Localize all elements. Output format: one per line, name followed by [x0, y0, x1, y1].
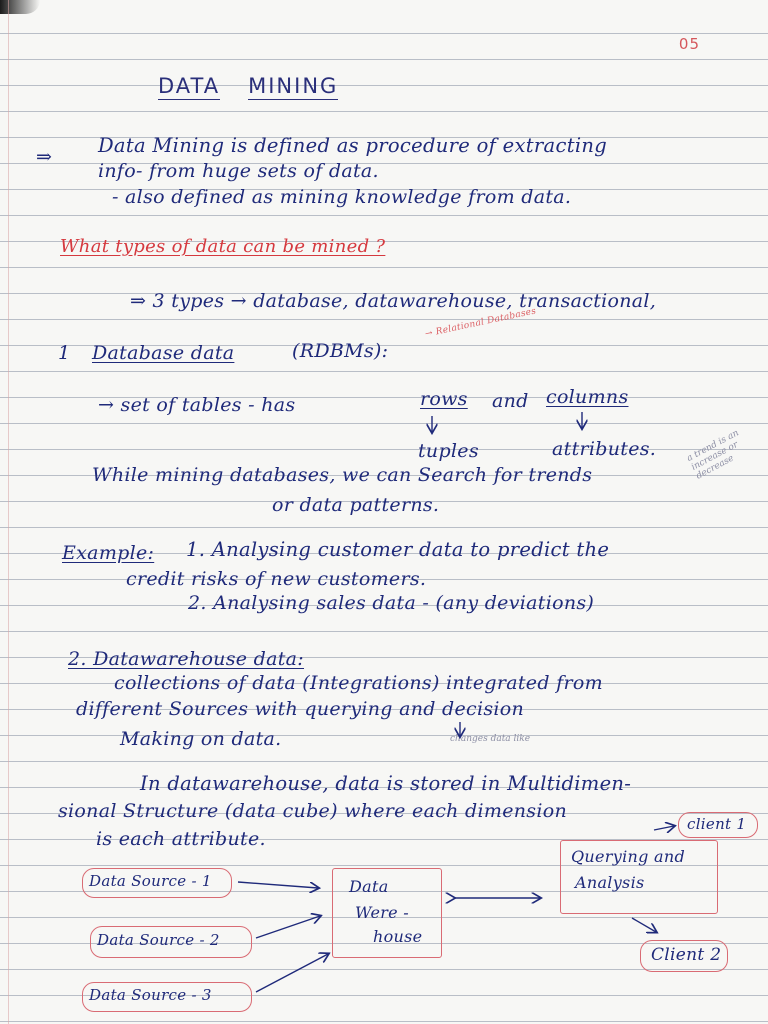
section1-line1-prefix: → set of tables - has [98, 394, 296, 416]
example-item-1b: credit risks of new customers. [126, 568, 427, 590]
data-source-2-label: Data Source - 2 [97, 931, 220, 949]
section1-heading-suffix: (RDBMs): [292, 340, 389, 362]
intro-line-2: info- from huge sets of data. [98, 160, 379, 182]
attributes-label: attributes. [552, 438, 657, 460]
columns-label: columns [546, 386, 629, 408]
warehouse-label-1: Data [349, 877, 389, 896]
intro-line-1: Data Mining is defined as procedure of extracting [98, 134, 608, 157]
section1-side-note: → Relational Databases [424, 306, 538, 340]
title-word-data: DATA [158, 74, 221, 98]
section2-para-1: In datawarehouse, data is stored in Multidimen- [140, 772, 632, 795]
page-number: 05 [678, 35, 700, 53]
querying-label-1: Querying and [571, 847, 686, 866]
arrow-source1-warehouse [238, 882, 318, 888]
arrow-to-client1 [654, 826, 674, 830]
tuples-label: tuples [418, 440, 479, 462]
data-source-1-label: Data Source - 1 [89, 872, 212, 890]
example-label: Example: [62, 542, 155, 564]
arrow-to-client2 [632, 918, 656, 932]
section1-line3: While mining databases, we can Search for trends [92, 464, 593, 486]
example-item-2: 2. Analysing sales data - (any deviations) [188, 592, 595, 614]
warehouse-label-3: house [373, 927, 423, 946]
section1-heading: Database data [92, 342, 235, 364]
warehouse-label-2: Were - [355, 903, 410, 922]
section2-faint-note: changes data like [450, 734, 531, 744]
querying-label-2: Analysis [575, 873, 645, 892]
arrow-source2-warehouse [256, 916, 320, 938]
client-1-label: client 1 [687, 815, 747, 833]
section1-line4: or data patterns. [272, 494, 440, 516]
question-heading: What types of data can be mined ? [60, 236, 386, 257]
margin-faint-note: a trend is an increase or decrease [685, 428, 741, 482]
arrow-source3-warehouse [256, 954, 328, 992]
and-label: and [492, 390, 529, 412]
client-2-label: Client 2 [651, 945, 722, 965]
section2-line-3: Making on data. [120, 728, 282, 750]
rows-label: rows [420, 388, 468, 410]
types-line: ⇒ 3 types → database, datawarehouse, transactional, [130, 290, 657, 312]
section1-number: 1 [58, 342, 71, 364]
intro-line-3: - also defined as mining knowledge from data. [112, 186, 572, 208]
title-word-mining: MINING [248, 74, 339, 98]
section2-heading: 2. Datawarehouse data: [68, 648, 305, 670]
intro-bullet: ⇒ [36, 146, 53, 168]
section2-para-2: sional Structure (data cube) where each dimension [58, 800, 567, 822]
section2-para-3: is each attribute. [96, 828, 266, 850]
section2-line-2: different Sources with querying and decision [76, 698, 525, 720]
example-item-1a: 1. Analysing customer data to predict the [186, 538, 610, 561]
section2-line-1: collections of data (Integrations) integrated from [114, 672, 603, 694]
data-source-3-label: Data Source - 3 [89, 986, 212, 1004]
